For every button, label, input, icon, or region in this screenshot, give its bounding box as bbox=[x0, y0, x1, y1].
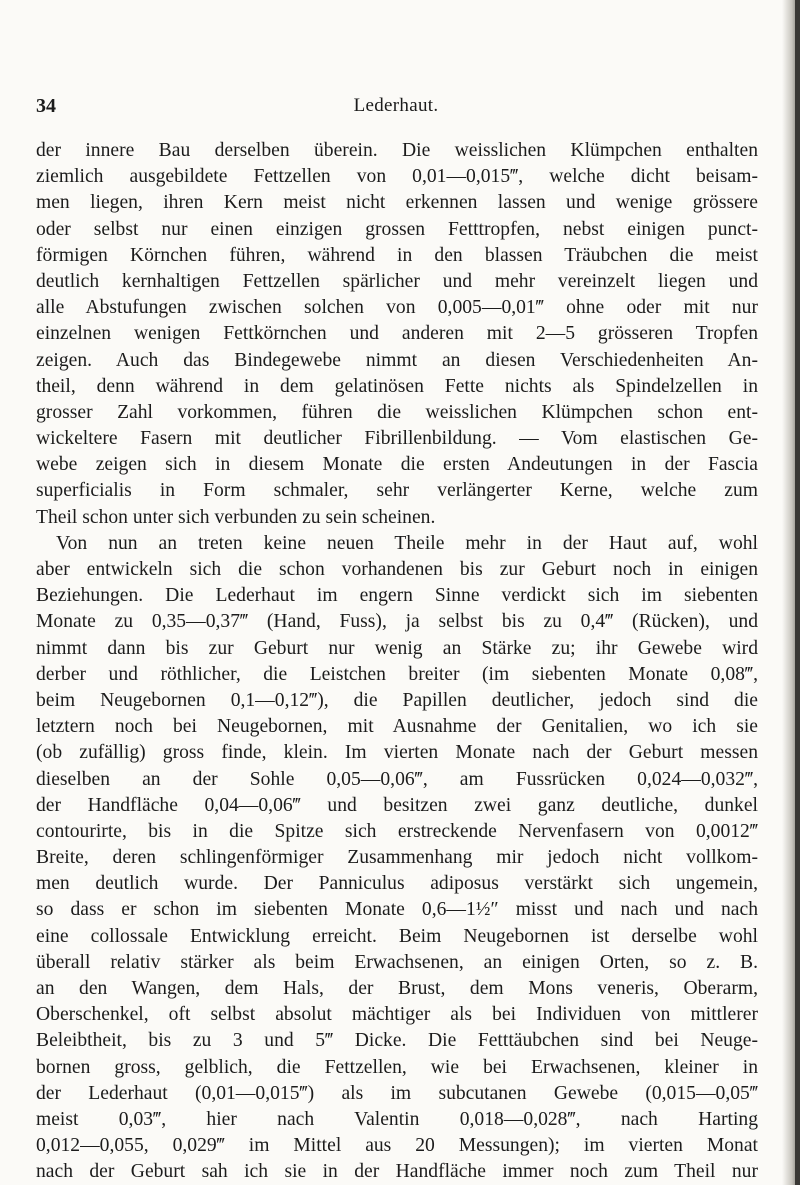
text-line: men deutlich wurde. Der Panniculus adiposus verstärkt sich ungemein, bbox=[36, 873, 758, 895]
page-edge bbox=[795, 0, 800, 1185]
text-line: Monate zu 0,35—0,37‴ (Hand, Fuss), ja selbst bis zu 0,4‴ (Rücken), und bbox=[36, 611, 758, 633]
text-line: alle Abstufungen zwischen solchen von 0,005—0,01‴ ohne oder mit nur bbox=[36, 297, 758, 319]
text-line: beim Neugebornen 0,1—0,12‴), die Papillen deutlicher, jedoch sind die bbox=[36, 689, 758, 711]
text-line: 0,012—0,055, 0,029‴ im Mittel aus 20 Messungen); im vierten Monat bbox=[36, 1135, 758, 1157]
text-line: derber und röthlicher, die Leistchen breiter (im siebenten Monate 0,08‴, bbox=[36, 663, 758, 685]
text-line: theil, denn während in dem gelatinösen Fette nichts als Spindelzellen in bbox=[36, 375, 758, 397]
text-line: oder selbst nur einen einzigen grossen Fetttropfen, nebst einigen punct- bbox=[36, 218, 758, 240]
text-line: so dass er schon im siebenten Monate 0,6—1½″ misst und nach und nach bbox=[36, 899, 758, 921]
text-line: eine collossale Entwicklung erreicht. Beim Neugebornen ist derselbe wohl bbox=[36, 925, 758, 947]
text-line: ziemlich ausgebildete Fettzellen von 0,01—0,015‴, welche dicht beisam- bbox=[36, 166, 758, 188]
text-line: deutlich kernhaltigen Fettzellen spärlicher und mehr vereinzelt liegen und bbox=[36, 270, 758, 292]
running-title: Lederhaut. bbox=[353, 95, 439, 116]
page-number: 34 bbox=[36, 95, 56, 117]
text-line: einzelnen wenigen Fettkörnchen und anderen mit 2—5 grösseren Tropfen bbox=[36, 323, 758, 345]
text-line: aber entwickeln sich die schon vorhandenen bis zur Geburt noch in einigen bbox=[36, 559, 758, 580]
text-line: der Handfläche 0,04—0,06‴ und besitzen zwei ganz deutliche, dunkel bbox=[36, 794, 758, 816]
text-line: zeigen. Auch das Bindegewebe nimmt an diesen Verschiedenheiten An- bbox=[36, 349, 758, 371]
text-line: webe zeigen sich in diesem Monate die ersten Andeutungen in der Fascia bbox=[36, 454, 758, 476]
text-line: an den Wangen, dem Hals, der Brust, dem Mons veneris, Oberarm, bbox=[36, 978, 758, 999]
text-line: der Lederhaut (0,01—0,015‴) als im subcutanen Gewebe (0,015—0,05‴ bbox=[36, 1082, 758, 1104]
text-line: Beziehungen. Die Lederhaut im engern Sinne verdickt sich im siebenten bbox=[36, 585, 758, 607]
text-line: Oberschenkel, oft selbst absolut mächtiger als bei Individuen von mittlerer bbox=[36, 1004, 758, 1026]
text-line: der innere Bau derselben überein. Die weisslichen Klümpchen enthalten bbox=[36, 140, 758, 161]
page-header bbox=[36, 95, 756, 119]
text-line: letztern noch bei Neugebornen, mit Ausnahme der Genitalien, wo ich sie bbox=[36, 716, 758, 738]
text-line: nach der Geburt sah ich sie in der Handfläche immer noch zum Theil nur bbox=[36, 1161, 758, 1183]
text-line: men liegen, ihren Kern meist nicht erkennen lassen und wenige grössere bbox=[36, 192, 758, 214]
text-line: grosser Zahl vorkommen, führen die weisslichen Klümpchen schon ent- bbox=[36, 401, 758, 423]
body-text bbox=[36, 138, 758, 1186]
text-line: Theil schon unter sich verbunden zu sein scheinen. bbox=[36, 506, 436, 528]
text-line: (ob zufällig) gross finde, klein. Im vierten Monate nach der Geburt messen bbox=[36, 742, 758, 764]
text-line: Beleibtheit, bis zu 3 und 5‴ Dicke. Die Fetttäubchen sind bei Neuge- bbox=[36, 1030, 758, 1052]
text-line: nimmt dann bis zur Geburt nur wenig an Stärke zu; ihr Gewebe wird bbox=[36, 637, 758, 659]
text-line: förmigen Körnchen führen, während in den blassen Träubchen die meist bbox=[36, 244, 758, 266]
text-line: dieselben an der Sohle 0,05—0,06‴, am Fussrücken 0,024—0,032‴, bbox=[36, 768, 758, 790]
text-line: superficialis in Form schmaler, sehr verlängerter Kerne, welche zum bbox=[36, 480, 758, 502]
text-line: Breite, deren schlingenförmiger Zusammenhang mir jedoch nicht vollkom- bbox=[36, 847, 758, 869]
text-line: meist 0,03‴, hier nach Valentin 0,018—0,028‴, nach Harting bbox=[36, 1108, 758, 1130]
text-line: bornen gross, gelblich, die Fettzellen, wie bei Erwachsenen, kleiner in bbox=[36, 1056, 758, 1078]
text-line: Von nun an treten keine neuen Theile mehr in der Haut auf, wohl bbox=[56, 532, 758, 554]
text-line: wickeltere Fasern mit deutlicher Fibrillenbildung. — Vom elastischen Ge- bbox=[36, 428, 758, 450]
text-line: contourirte, bis in die Spitze sich erstreckende Nervenfasern von 0,0012‴ bbox=[36, 820, 758, 842]
text-line: überall relativ stärker als beim Erwachsenen, an einigen Orten, so z. B. bbox=[36, 951, 758, 973]
